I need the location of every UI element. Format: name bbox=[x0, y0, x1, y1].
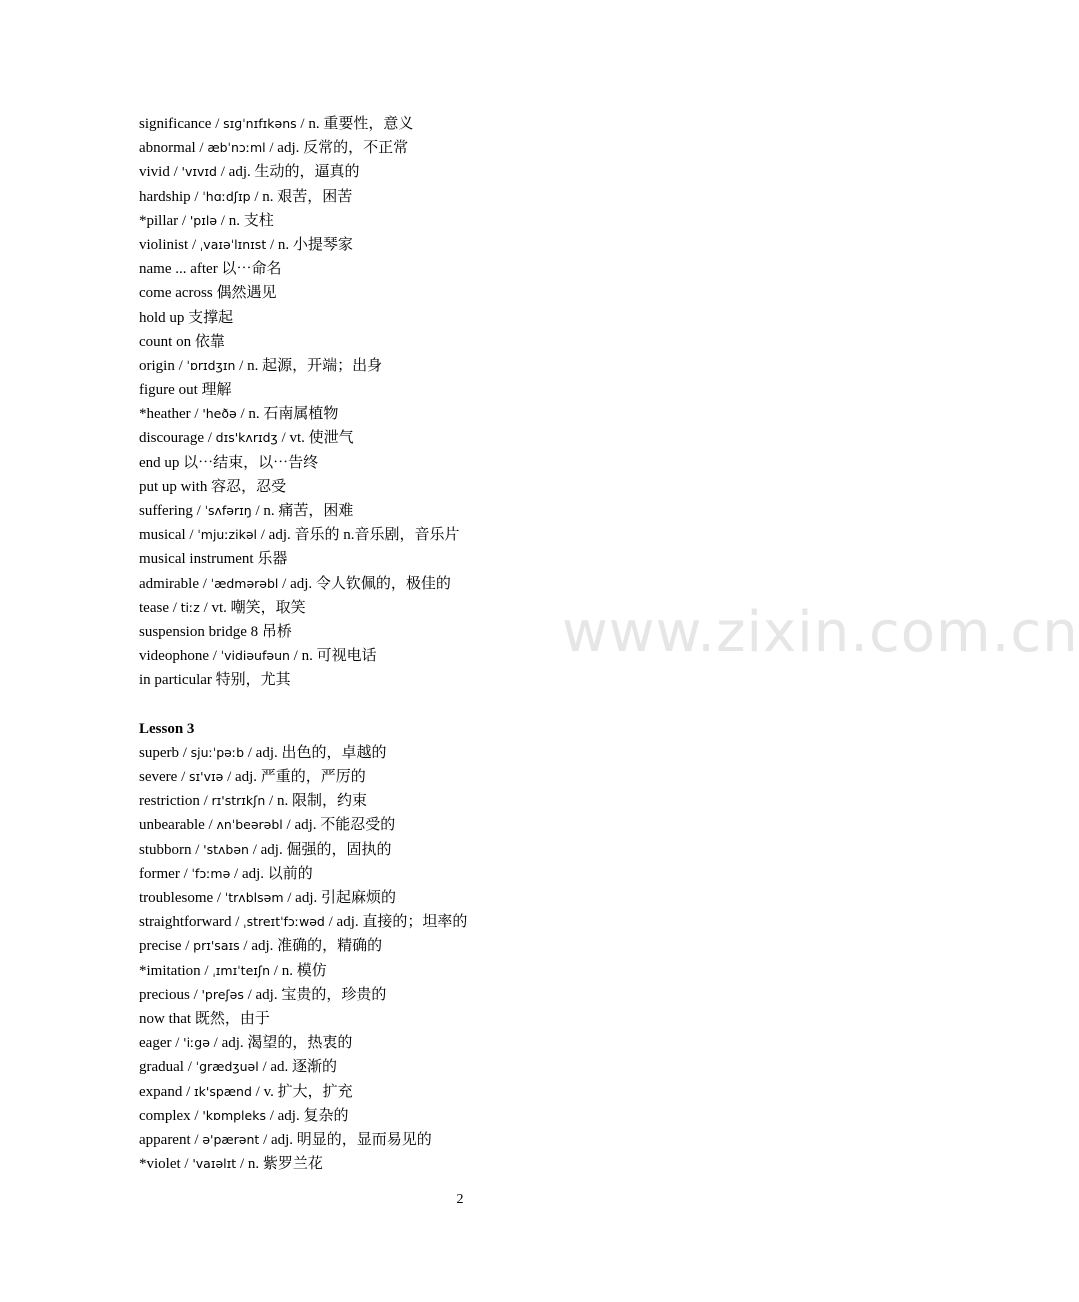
entry-word: unbearable bbox=[139, 817, 205, 834]
entry-phonetic: ˈsʌfərɪŋ bbox=[204, 503, 252, 518]
entry-phonetic: ˈfɔːmə bbox=[191, 865, 231, 881]
separator: / bbox=[174, 357, 187, 374]
vocabulary-entry bbox=[139, 257, 839, 281]
entry-word: vivid bbox=[139, 164, 170, 181]
entry-definition: n. 紫罗兰花 bbox=[247, 1156, 323, 1173]
entry-definition: vt. 嘲笑，取笑 bbox=[211, 599, 306, 616]
entry-word: former bbox=[139, 865, 180, 882]
section-gap bbox=[139, 693, 839, 717]
separator: / bbox=[251, 503, 264, 519]
entry-phonetic: dɪs'kʌrɪdʒ bbox=[215, 430, 278, 446]
vocabulary-entry bbox=[139, 209, 839, 233]
entry-word: come across 偶然遇见 bbox=[139, 285, 277, 302]
entry-word: troublesome bbox=[139, 890, 214, 906]
entry-phonetic: 'stʌbən bbox=[203, 841, 249, 857]
entry-phonetic: rɪ'strɪkʃn bbox=[211, 793, 266, 809]
entry-definition: adj. 复杂的 bbox=[277, 1107, 349, 1124]
separator: / bbox=[265, 793, 277, 810]
separator: / bbox=[259, 1131, 271, 1148]
entry-phonetic: ˌɪmɪˈteɪʃn bbox=[212, 962, 271, 978]
lesson-heading: Lesson 3 bbox=[139, 720, 195, 737]
entry-phonetic: ˈmjuːzikəl bbox=[197, 527, 257, 543]
separator: / bbox=[169, 164, 182, 181]
vocabulary-entry bbox=[139, 862, 839, 886]
separator: / bbox=[277, 430, 290, 447]
entry-word: precious bbox=[139, 986, 190, 1003]
entry-word: expand bbox=[139, 1083, 183, 1100]
separator: / bbox=[248, 841, 261, 858]
separator: / bbox=[289, 648, 302, 665]
vocabulary-entry bbox=[139, 983, 839, 1007]
entry-phonetic: 'heðə bbox=[202, 406, 237, 422]
entry-word: discourage bbox=[139, 430, 204, 447]
entry-definition: n. 模仿 bbox=[281, 962, 327, 979]
entry-word: put up with 容忍，忍受 bbox=[139, 478, 287, 495]
entry-definition: adj. 不能忍受的 bbox=[294, 817, 396, 834]
entry-word: eager bbox=[139, 1035, 172, 1052]
vocabulary-entry bbox=[139, 402, 839, 426]
entry-definition: ad. 逐渐的 bbox=[270, 1059, 338, 1076]
separator: / bbox=[230, 865, 242, 882]
entry-definition: v. 扩大，扩充 bbox=[263, 1083, 353, 1100]
entry-word: severe bbox=[139, 769, 178, 786]
entry-definition: n. 起源，开端；出身 bbox=[247, 357, 383, 374]
separator: / bbox=[198, 575, 211, 592]
entry-word: *violet bbox=[139, 1156, 181, 1173]
separator: / bbox=[250, 188, 263, 205]
entry-definition: adj. 引起麻烦的 bbox=[295, 890, 396, 906]
entry-phonetic: 'kɒmpleks bbox=[202, 1107, 266, 1123]
separator: / bbox=[168, 599, 181, 616]
separator: / bbox=[209, 1035, 222, 1052]
vocabulary-entry bbox=[139, 136, 839, 160]
entry-word: musical instrument 乐器 bbox=[139, 551, 288, 568]
entry-phonetic: ʌnˈbeərəbl bbox=[216, 817, 283, 833]
separator: / bbox=[204, 817, 217, 834]
entry-phonetic: ˈvidiəufəun bbox=[220, 648, 290, 664]
vocabulary-entry bbox=[139, 547, 839, 571]
separator: / bbox=[296, 116, 309, 132]
separator: / bbox=[208, 648, 221, 665]
vocabulary-entry bbox=[139, 1055, 839, 1079]
entry-word: name ... after 以⋯命名 bbox=[139, 261, 282, 278]
separator: / bbox=[199, 599, 212, 616]
separator: / bbox=[190, 406, 203, 423]
entry-definition: n. 可视电话 bbox=[301, 648, 377, 665]
entry-word: abnormal bbox=[139, 140, 196, 157]
entry-definition: n. 痛苦，困难 bbox=[263, 503, 354, 519]
vocabulary-entry bbox=[139, 934, 839, 958]
entry-word: admirable bbox=[139, 575, 199, 592]
vocabulary-entry bbox=[139, 378, 839, 402]
vocabulary-entry bbox=[139, 160, 839, 184]
entry-definition: adj. 严重的，严厉的 bbox=[234, 769, 366, 786]
vocabulary-section-2 bbox=[139, 741, 839, 1176]
entry-definition: adj. 音乐的 n.音乐剧，音乐片 bbox=[268, 527, 460, 544]
entry-word: *heather bbox=[139, 406, 191, 423]
separator: / bbox=[231, 914, 244, 931]
vocabulary-entry bbox=[139, 1128, 839, 1152]
entry-word: complex bbox=[139, 1107, 191, 1124]
separator: / bbox=[182, 1083, 194, 1100]
entry-phonetic: ə'pærənt bbox=[202, 1131, 260, 1147]
vocabulary-entry bbox=[139, 813, 839, 837]
vocabulary-entry bbox=[139, 1007, 839, 1031]
vocabulary-entry bbox=[139, 789, 839, 813]
vocabulary-entry bbox=[139, 426, 839, 450]
separator: / bbox=[216, 164, 229, 181]
entry-word: apparent bbox=[139, 1131, 191, 1148]
separator: / bbox=[190, 188, 203, 205]
separator: / bbox=[283, 890, 296, 906]
separator: / bbox=[324, 914, 337, 931]
separator: / bbox=[265, 140, 278, 157]
entry-word: suspension bridge 8 吊桥 bbox=[139, 623, 292, 640]
entry-definition: n. 限制，约束 bbox=[276, 793, 367, 810]
entry-phonetic: ɪk'spænd bbox=[194, 1083, 252, 1099]
entry-definition: n. 小提琴家 bbox=[277, 236, 353, 253]
entry-definition: adj. 生动的，逼真的 bbox=[228, 164, 360, 181]
entry-word: precise bbox=[139, 938, 182, 955]
entry-definition: adj. 出色的，卓越的 bbox=[255, 744, 387, 761]
separator: / bbox=[185, 527, 198, 544]
separator: / bbox=[235, 357, 248, 374]
entry-definition: n. 支柱 bbox=[228, 212, 274, 229]
separator: / bbox=[195, 140, 208, 157]
separator: / bbox=[192, 503, 205, 519]
entry-definition: adj. 反常的，不正常 bbox=[277, 140, 409, 157]
separator: / bbox=[179, 744, 191, 761]
vocabulary-entry bbox=[139, 765, 839, 789]
entry-phonetic: ˈtrʌblsəm bbox=[224, 890, 284, 905]
vocabulary-entry bbox=[139, 910, 839, 934]
entry-definition: adj. 倔强的，固执的 bbox=[260, 841, 392, 858]
entry-word: end up 以⋯结束，以⋯告终 bbox=[139, 454, 319, 471]
entry-phonetic: 'vɪvɪd bbox=[181, 164, 217, 180]
entry-word: videophone bbox=[139, 648, 209, 665]
separator: / bbox=[199, 793, 212, 810]
entry-definition: n. 石南属植物 bbox=[248, 406, 339, 423]
vocabulary-entry bbox=[139, 523, 839, 547]
entry-word: straightforward bbox=[139, 914, 232, 931]
entry-phonetic: ˈɒrɪdʒɪn bbox=[186, 357, 236, 373]
separator: / bbox=[258, 1059, 271, 1076]
separator: / bbox=[200, 962, 213, 979]
separator: / bbox=[179, 865, 192, 882]
vocabulary-entry bbox=[139, 306, 839, 330]
vocabulary-entry bbox=[139, 886, 839, 910]
separator: / bbox=[270, 962, 282, 979]
entry-word: tease bbox=[139, 599, 169, 616]
separator: / bbox=[236, 1156, 248, 1173]
entry-phonetic: ˈhɑːdʃɪp bbox=[202, 188, 251, 204]
watermark: www.zixin.com.cn bbox=[562, 600, 1079, 665]
separator: / bbox=[278, 575, 291, 592]
page-number: 2 bbox=[456, 1192, 464, 1207]
entry-word: *imitation bbox=[139, 962, 201, 979]
entry-phonetic: sɪɡˈnɪfɪkəns bbox=[223, 116, 297, 131]
separator: / bbox=[282, 817, 295, 834]
vocabulary-entry bbox=[139, 838, 839, 862]
entry-definition: n. 艰苦，困苦 bbox=[262, 188, 353, 205]
separator: / bbox=[181, 938, 194, 955]
entry-word: stubborn bbox=[139, 841, 192, 858]
separator: / bbox=[211, 116, 224, 132]
entry-phonetic: 'vaɪəlɪt bbox=[192, 1156, 237, 1172]
vocabulary-entry bbox=[139, 233, 839, 257]
vocabulary-entry bbox=[139, 1031, 839, 1055]
entry-definition: adj. 宝贵的，珍贵的 bbox=[255, 986, 387, 1003]
entry-word: now that 既然，由于 bbox=[139, 1010, 270, 1027]
entry-phonetic: 'iːgə bbox=[183, 1035, 210, 1051]
separator: / bbox=[189, 986, 202, 1003]
entry-phonetic: 'pɪlə bbox=[189, 212, 218, 228]
entry-phonetic: ˌvaɪəˈlɪnɪst bbox=[199, 236, 267, 252]
separator: / bbox=[265, 1107, 278, 1124]
entry-phonetic: ˈædmərəbl bbox=[210, 575, 279, 591]
separator: / bbox=[183, 1059, 196, 1076]
entry-phonetic: 'preʃəs bbox=[201, 986, 244, 1002]
entry-phonetic: prɪ'saɪs bbox=[193, 938, 240, 954]
separator: / bbox=[223, 769, 235, 786]
entry-phonetic: ˈgrædʒuəl bbox=[195, 1059, 259, 1075]
separator: / bbox=[180, 1156, 193, 1173]
entry-phonetic: ˌstreɪtˈfɔːwəd bbox=[243, 914, 325, 930]
separator: / bbox=[266, 236, 278, 253]
separator: / bbox=[190, 1107, 203, 1124]
separator: / bbox=[244, 744, 256, 761]
vocabulary-entry bbox=[139, 668, 839, 692]
entry-word: *pillar bbox=[139, 212, 179, 229]
entry-definition: adj. 渴望的，热衷的 bbox=[221, 1035, 353, 1052]
entry-word: suffering bbox=[139, 503, 193, 519]
separator: / bbox=[236, 406, 249, 423]
separator: / bbox=[177, 769, 189, 786]
separator: / bbox=[191, 841, 204, 858]
entry-word: significance bbox=[139, 116, 212, 132]
vocabulary-entry bbox=[139, 185, 839, 209]
entry-word: superb bbox=[139, 744, 179, 761]
vocabulary-entry bbox=[139, 451, 839, 475]
vocabulary-entry bbox=[139, 959, 839, 983]
entry-word: violinist bbox=[139, 236, 189, 253]
vocabulary-entry bbox=[139, 1104, 839, 1128]
separator: / bbox=[251, 1083, 264, 1100]
entry-word: count on 依靠 bbox=[139, 333, 225, 350]
entry-word: origin bbox=[139, 357, 175, 374]
entry-word: hardship bbox=[139, 188, 191, 205]
vocabulary-entry bbox=[139, 572, 839, 596]
entry-definition: vt. 使泄气 bbox=[289, 430, 354, 447]
vocabulary-entry bbox=[139, 354, 839, 378]
vocabulary-entry bbox=[139, 1080, 839, 1104]
entry-word: restriction bbox=[139, 793, 200, 810]
separator: / bbox=[178, 212, 190, 229]
entry-definition: adj. 令人钦佩的，极佳的 bbox=[290, 575, 451, 592]
entry-word: gradual bbox=[139, 1059, 184, 1076]
entry-definition: adj. 准确的，精确的 bbox=[251, 938, 383, 955]
separator: / bbox=[213, 890, 225, 906]
vocabulary-entry bbox=[139, 1152, 839, 1176]
separator: / bbox=[190, 1131, 203, 1148]
entry-definition: adj. 以前的 bbox=[241, 865, 313, 882]
separator: / bbox=[239, 938, 252, 955]
vocabulary-entry bbox=[139, 475, 839, 499]
vocabulary-entry bbox=[139, 112, 839, 136]
entry-phonetic: sɪ'vɪə bbox=[188, 769, 224, 785]
vocabulary-entry bbox=[139, 741, 839, 765]
separator: / bbox=[203, 430, 216, 447]
separator: / bbox=[217, 212, 229, 229]
separator: / bbox=[171, 1035, 184, 1052]
vocabulary-entry bbox=[139, 281, 839, 305]
entry-word: musical bbox=[139, 527, 186, 544]
separator: / bbox=[243, 986, 256, 1003]
entry-phonetic: sjuːˈpəːb bbox=[190, 744, 244, 760]
entry-phonetic: tiːz bbox=[180, 599, 200, 615]
entry-definition: adj. 直接的；坦率的 bbox=[336, 914, 468, 931]
entry-word: hold up 支撑起 bbox=[139, 309, 234, 326]
vocabulary-entry bbox=[139, 330, 839, 354]
separator: / bbox=[256, 527, 269, 544]
entry-definition: n. 重要性，意义 bbox=[308, 116, 414, 132]
separator: / bbox=[188, 236, 200, 253]
entry-word: in particular 特别，尤其 bbox=[139, 672, 291, 689]
entry-word: figure out 理解 bbox=[139, 382, 232, 399]
entry-definition: adj. 明显的，显而易见的 bbox=[270, 1131, 432, 1148]
entry-phonetic: æbˈnɔːml bbox=[207, 140, 266, 156]
vocabulary-entry bbox=[139, 499, 839, 523]
